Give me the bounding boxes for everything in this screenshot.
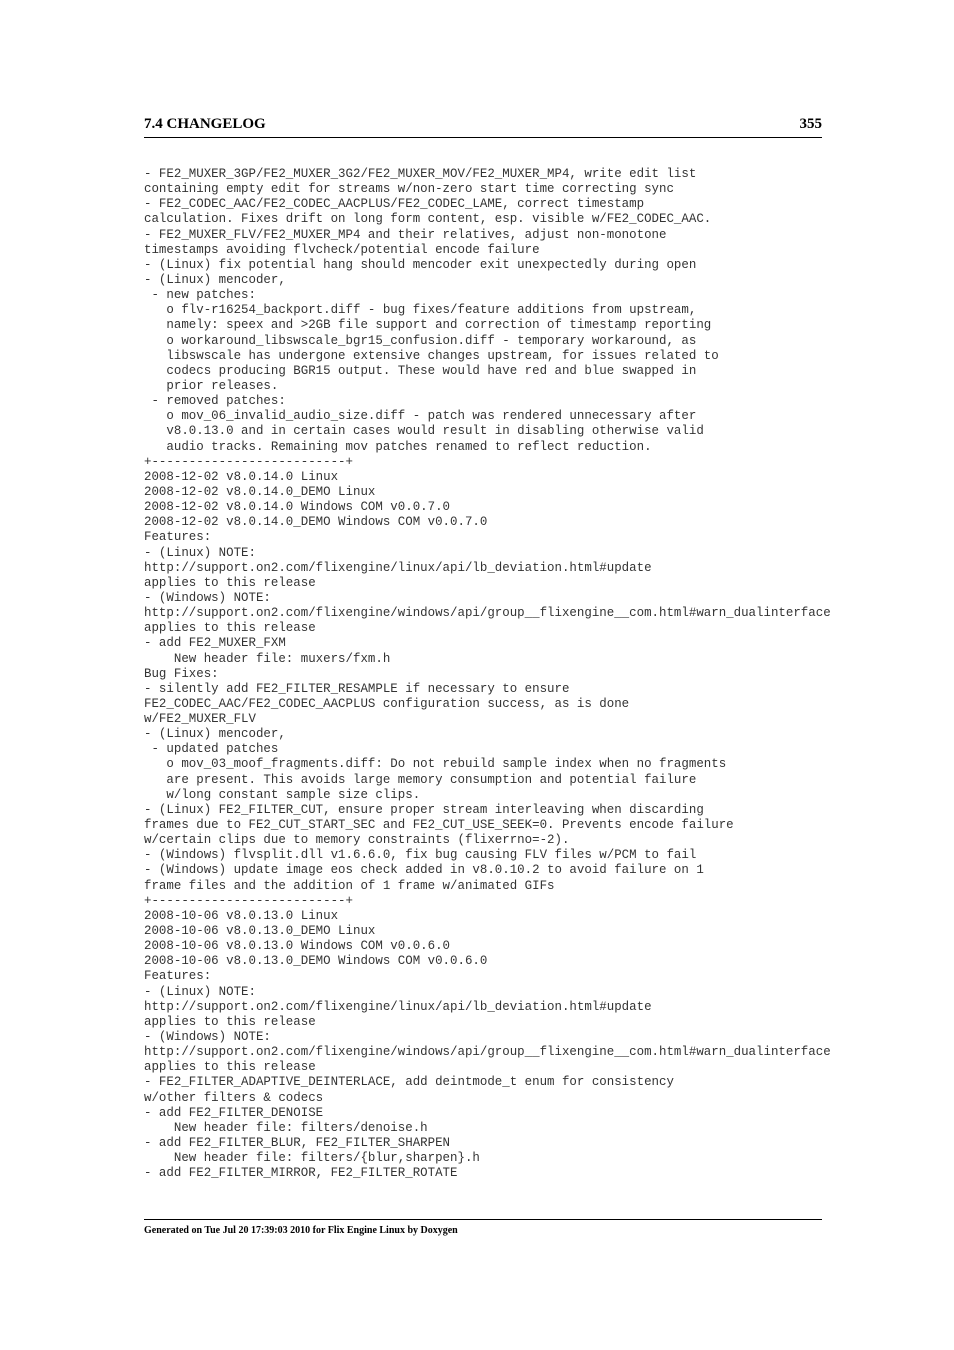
changelog-line: applies to this release — [144, 621, 316, 636]
changelog-line: containing empty edit for streams w/non-zero start time correcting sync — [144, 182, 674, 197]
changelog-line: codecs producing BGR15 output. These would have red and blue swapped in — [144, 363, 697, 378]
changelog-line: w/FE2_MUXER_FLV — [144, 712, 256, 727]
changelog-line: New header file: filters/denoise.h — [144, 1120, 428, 1135]
changelog-line: calculation. Fixes drift on long form content, esp. visible w/FE2_CODEC_AAC. — [144, 212, 712, 227]
changelog-line: frame files and the addition of 1 frame w/animated GIFs — [144, 878, 555, 893]
page-footer — [144, 1219, 822, 1236]
changelog-line: - silently add FE2_FILTER_RESAMPLE if necessary to ensure — [144, 681, 570, 696]
changelog-line: o flv-r16254_backport.diff - bug fixes/feature additions from upstream, — [144, 303, 697, 318]
changelog-line: New header file: filters/{blur,sharpen}.h — [144, 1151, 480, 1166]
changelog-line: - removed patches: — [144, 394, 286, 409]
changelog-line: - updated patches — [144, 742, 279, 757]
changelog-text — [144, 167, 934, 1181]
changelog-line: 2008-12-02 v8.0.14.0 Linux — [144, 469, 339, 484]
changelog-line: libswscale has undergone extensive changes upstream, for issues related to — [144, 348, 719, 363]
changelog-line: w/certain clips due to memory constraints (flixerrno=-2). — [144, 833, 570, 848]
changelog-line: - (Linux) mencoder, — [144, 727, 286, 742]
changelog-line: o mov_06_invalid_audio_size.diff - patch was rendered unnecessary after — [144, 409, 697, 424]
changelog-line: applies to this release — [144, 1060, 316, 1075]
changelog-line: w/long constant sample size clips. — [144, 787, 421, 802]
changelog-line: http://support.on2.com/flixengine/linux/api/lb_deviation.html#update — [144, 560, 652, 575]
changelog-line: Bug Fixes: — [144, 666, 219, 681]
changelog-line: - FE2_FILTER_ADAPTIVE_DEINTERLACE, add deintmode_t enum for consistency — [144, 1075, 674, 1090]
changelog-line: - (Linux) fix potential hang should mencoder exit unexpectedly during open — [144, 257, 697, 272]
changelog-line: - (Windows) NOTE: — [144, 590, 271, 605]
changelog-line: http://support.on2.com/flixengine/windows/api/group__flixengine__com.html#warn_dualinterface — [144, 1045, 831, 1060]
changelog-line: Features: — [144, 530, 212, 545]
changelog-line: FE2_CODEC_AAC/FE2_CODEC_AACPLUS configuration success, as is done — [144, 696, 630, 711]
changelog-line: - FE2_CODEC_AAC/FE2_CODEC_AACPLUS/FE2_CODEC_LAME, correct timestamp — [144, 197, 645, 212]
changelog-line: - FE2_MUXER_FLV/FE2_MUXER_MP4 and their relatives, adjust non-monotone — [144, 227, 667, 242]
footer-generated-note: Generated on Tue Jul 20 17:39:03 2010 for Flix Engine Linux by Doxygen — [144, 1225, 458, 1236]
changelog-line: applies to this release — [144, 1014, 316, 1029]
changelog-line: - new patches: — [144, 288, 256, 303]
changelog-line: - (Windows) NOTE: — [144, 1030, 271, 1045]
changelog-line: 2008-10-06 v8.0.13.0 Linux — [144, 908, 339, 923]
changelog-line: - (Linux) NOTE: — [144, 545, 256, 560]
changelog-line: o workaround_libswscale_bgr15_confusion.diff - temporary workaround, as — [144, 333, 697, 348]
changelog-line: - (Windows) update image eos check added in v8.0.10.2 to avoid failure on 1 — [144, 863, 704, 878]
changelog-line: prior releases. — [144, 378, 279, 393]
changelog-line: 2008-10-06 v8.0.13.0_DEMO Linux — [144, 924, 376, 939]
changelog-line: 2008-12-02 v8.0.14.0_DEMO Windows COM v0.0.7.0 — [144, 515, 488, 530]
changelog-line: 2008-10-06 v8.0.13.0 Windows COM v0.0.6.0 — [144, 939, 451, 954]
changelog-line: - (Linux) mencoder, — [144, 272, 286, 287]
changelog-line: - (Linux) NOTE: — [144, 984, 256, 999]
changelog-line: applies to this release — [144, 575, 316, 590]
changelog-line: timestamps avoiding flvcheck/potential encode failure — [144, 242, 540, 257]
changelog-line: o mov_03_moof_fragments.diff: Do not rebuild sample index when no fragments — [144, 757, 727, 772]
changelog-line: w/other filters & codecs — [144, 1090, 324, 1105]
page-header — [144, 113, 822, 138]
changelog-line: 2008-12-02 v8.0.14.0_DEMO Linux — [144, 484, 376, 499]
changelog-line: http://support.on2.com/flixengine/linux/api/lb_deviation.html#update — [144, 999, 652, 1014]
changelog-line: - (Windows) flvsplit.dll v1.6.6.0, fix bug causing FLV files w/PCM to fail — [144, 848, 697, 863]
changelog-line: namely: speex and >2GB file support and correction of timestamp reporting — [144, 318, 712, 333]
changelog-line: +--------------------------+ — [144, 454, 353, 469]
changelog-line: Features: — [144, 969, 212, 984]
changelog-line: are present. This avoids large memory consumption and potential failure — [144, 772, 697, 787]
changelog-line: - add FE2_MUXER_FXM — [144, 636, 286, 651]
changelog-line: v8.0.13.0 and in certain cases would result in disabling otherwise valid — [144, 424, 704, 439]
changelog-line: New header file: muxers/fxm.h — [144, 651, 391, 666]
changelog-line: 2008-12-02 v8.0.14.0 Windows COM v0.0.7.0 — [144, 500, 451, 515]
changelog-line: 2008-10-06 v8.0.13.0_DEMO Windows COM v0.0.6.0 — [144, 954, 488, 969]
page-number: 355 — [799, 116, 822, 132]
changelog-line: - add FE2_FILTER_BLUR, FE2_FILTER_SHARPEN — [144, 1136, 451, 1150]
changelog-line: - FE2_MUXER_3GP/FE2_MUXER_3G2/FE2_MUXER_MOV/FE2_MUXER_MP4, write edit list — [144, 167, 697, 181]
section-title: 7.4 CHANGELOG — [144, 116, 266, 132]
changelog-line: http://support.on2.com/flixengine/windows/api/group__flixengine__com.html#warn_dualinterface — [144, 606, 831, 621]
changelog-line: frames due to FE2_CUT_START_SEC and FE2_CUT_USE_SEEK=0. Prevents encode failure — [144, 818, 734, 833]
changelog-line: - add FE2_FILTER_MIRROR, FE2_FILTER_ROTATE — [144, 1166, 458, 1181]
changelog-line: +--------------------------+ — [144, 893, 353, 908]
changelog-line: audio tracks. Remaining mov patches renamed to reflect reduction. — [144, 439, 652, 454]
changelog-line: - add FE2_FILTER_DENOISE — [144, 1105, 324, 1120]
changelog-line: - (Linux) FE2_FILTER_CUT, ensure proper stream interleaving when discarding — [144, 802, 704, 817]
